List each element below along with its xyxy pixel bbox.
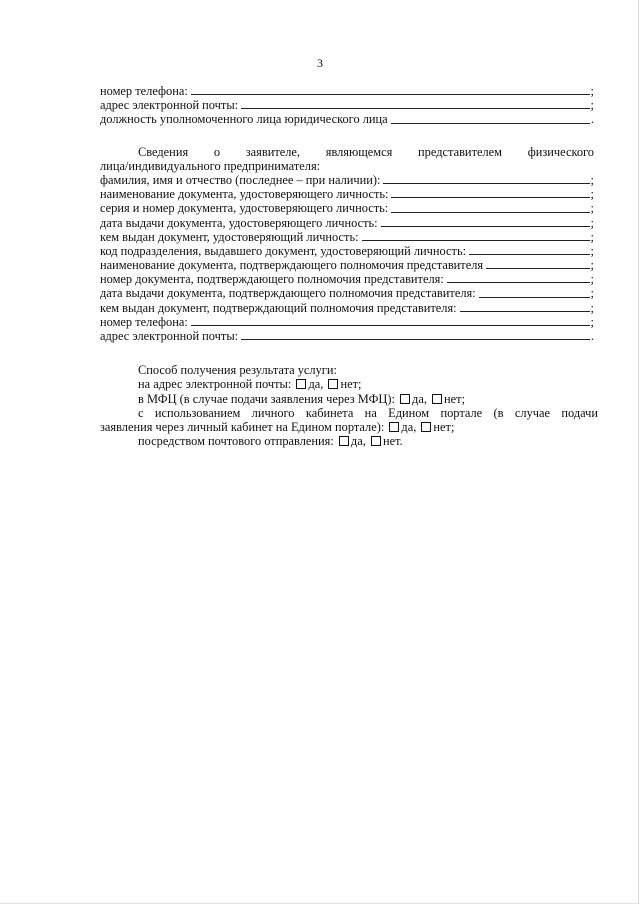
field-label: номер телефона:	[100, 314, 188, 329]
checkbox-no[interactable]	[328, 379, 338, 389]
field-label: адрес электронной почты:	[100, 329, 239, 344]
field-label: адрес электронной почты:	[100, 98, 239, 113]
checkbox-no[interactable]	[371, 436, 381, 446]
field-line-email: адрес электронной почты: ;	[100, 98, 594, 113]
representative-heading-line1: Сведения о заявителе, являющемся представителем физического	[138, 144, 594, 159]
blank-fill-line[interactable]	[381, 225, 590, 227]
field-line-authority-doc-name: наименование документа, подтверждающего полномочия представителя ;	[100, 258, 594, 273]
blank-fill-line[interactable]	[479, 296, 590, 298]
field-line-authority-doc-issuer: кем выдан документ, подтверждающий полномочия представителя: ;	[100, 300, 594, 315]
field-label: наименование документа, подтверждающего полномочия представителя	[100, 258, 484, 273]
field-line-authority-doc-date: дата выдачи документа, подтверждающего полномочия представителя: ;	[100, 286, 594, 301]
field-label: наименование документа, удостоверяющего личность:	[100, 187, 389, 202]
field-label: должность уполномоченного лица юридического лица	[100, 112, 388, 127]
delivery-heading: Способ получения результата услуги:	[138, 363, 337, 378]
field-label: дата выдачи документа, удостоверяющего личность:	[100, 215, 378, 230]
field-label: дата выдачи документа, подтверждающего полномочия представителя:	[100, 286, 476, 301]
field-line-phone: номер телефона: ;	[100, 83, 594, 98]
field-line-id-doc-date: дата выдачи документа, удостоверяющего личность: ;	[100, 215, 594, 230]
blank-fill-line[interactable]	[191, 93, 590, 95]
delivery-block	[100, 363, 598, 448]
field-label: фамилия, имя и отчество (последнее – при наличии):	[100, 172, 381, 187]
blank-fill-line[interactable]	[447, 281, 590, 283]
blank-fill-line[interactable]	[486, 267, 589, 269]
field-line-full-name: фамилия, имя и отчество (последнее – при наличии): ;	[100, 172, 594, 187]
blank-fill-line[interactable]	[383, 182, 589, 184]
delivery-option-email: на адрес электронной почты: да, нет;	[138, 377, 362, 392]
blank-fill-line[interactable]	[241, 107, 589, 109]
field-label: кем выдан документ, удостоверяющий личность:	[100, 229, 359, 244]
blank-fill-line[interactable]	[191, 324, 590, 326]
field-line-id-doc-number: серия и номер документа, удостоверяющего личность: ;	[100, 201, 594, 216]
field-line-position: должность уполномоченного лица юридического лица .	[100, 112, 594, 127]
field-line-email-rep: адрес электронной почты: .	[100, 329, 594, 344]
delivery-option-portal-line2: заявления через личный кабинет на Едином портале): да, нет;	[100, 420, 455, 435]
form-content	[100, 83, 598, 449]
checkbox-yes[interactable]	[389, 422, 399, 432]
representative-block	[100, 145, 594, 344]
field-line-authority-doc-number: номер документа, подтверждающего полномочия представителя: ;	[100, 272, 594, 287]
delivery-option-post: посредством почтового отправления: да, нет.	[138, 434, 403, 449]
field-label: серия и номер документа, удостоверяющего личность:	[100, 201, 389, 216]
blank-fill-line[interactable]	[391, 211, 589, 213]
field-label: номер документа, подтверждающего полномочия представителя:	[100, 272, 444, 287]
field-label: номер телефона:	[100, 83, 188, 98]
representative-heading-line2: лица/индивидуального предпринимателя:	[100, 158, 321, 173]
blank-fill-line[interactable]	[391, 196, 589, 198]
checkbox-yes[interactable]	[296, 379, 306, 389]
blank-fill-line[interactable]	[460, 310, 590, 312]
field-line-id-doc-issuer: кем выдан документ, удостоверяющий личность: ;	[100, 229, 594, 244]
field-label: код подразделения, выдавшего документ, удостоверяющий личность:	[100, 243, 467, 258]
delivery-option-mfc: в МФЦ (в случае подачи заявления через МФЦ): да, нет;	[138, 391, 466, 406]
page-number: 3	[317, 56, 323, 70]
delivery-option-portal-line1: с использованием личного кабинета на Едином портале (в случае подачи	[138, 405, 598, 420]
checkbox-no[interactable]	[432, 394, 442, 404]
blank-fill-line[interactable]	[241, 338, 590, 340]
checkbox-yes[interactable]	[400, 394, 410, 404]
checkbox-no[interactable]	[421, 422, 431, 432]
checkbox-yes[interactable]	[339, 436, 349, 446]
blank-fill-line[interactable]	[469, 253, 589, 255]
field-line-division-code: код подразделения, выдавшего документ, удостоверяющий личность: ;	[100, 243, 594, 258]
field-line-phone-rep: номер телефона: ;	[100, 314, 594, 329]
blank-fill-line[interactable]	[391, 122, 590, 124]
legal-entity-block	[100, 84, 594, 127]
field-line-id-doc-name: наименование документа, удостоверяющего личность: ;	[100, 187, 594, 202]
blank-fill-line[interactable]	[362, 239, 590, 241]
field-label: кем выдан документ, подтверждающий полномочия представителя:	[100, 300, 457, 315]
